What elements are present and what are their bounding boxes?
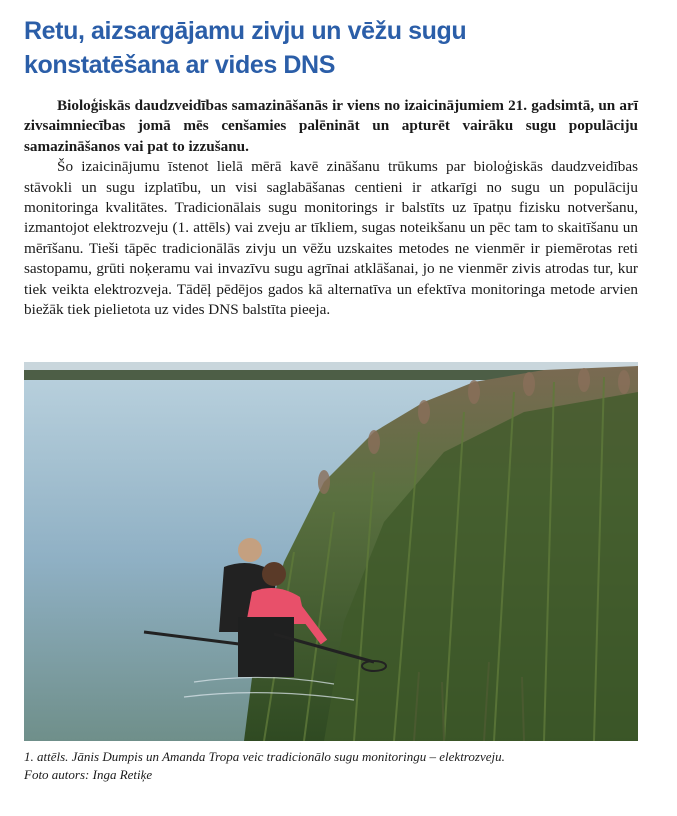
figure-caption — [24, 748, 638, 784]
figure-photo — [24, 362, 638, 741]
article-title — [24, 14, 624, 82]
lead-paragraph: Bioloģiskās daudzveidības samazināšanās ir viens no izaicinājumiem 21. gadsimtā, un arī zivsaimniecības jomā mēs cenšamies palēnināt un apturēt vairāku sugu populāciju samazināšanos vai pat to izzušanu. — [24, 97, 638, 155]
article-body — [24, 96, 638, 320]
caption-credit: Foto autors: Inga Retiķe — [24, 767, 153, 782]
title-line-2: konstatēšana ar vides DNS — [24, 51, 335, 79]
caption-text: 1. attēls. Jānis Dumpis un Amanda Tropa veic tradicionālo sugu monitoringu – elektrozveju. — [24, 749, 505, 764]
body-paragraph: Šo izaicinājumu īstenot lielā mērā kavē zināšanu trūkums par bioloģiskās daudzveidības stāvokli un sugu izplatību, un visi saglabāšanas centieni ir atkarīgi no sugu un populāciju monitoringa kvalitātes. Tradicionālais sugu monitorings ir balstīts uz īpatņu fizisku notveršanu, izmantojot elektrozveju (1. attēls) vai zveju ar tīkliem, sugas noteikšanu un pēc tam to skaitīšanu un mērīšanu. Tieši tāpēc tradicionālās zivju un vēžu uzskaites metodes ne vienmēr ir piemērotas reti sastopamu, grūti noķeramu vai invazīvu sugu agrīnai atklāšanai, jo ne vienmēr zivis atrodas tur, kur tiek veikta elektrozveja. Tādēļ pēdējos gados kā alternatīva un efektīva monitoringa metode arvien biežāk tiek pielietota uz vides DNS balstīta pieeja. — [24, 158, 638, 319]
title-line-1: Retu, aizsargājamu zivju un vēžu sugu — [24, 17, 467, 45]
photo-illustration — [24, 362, 638, 741]
